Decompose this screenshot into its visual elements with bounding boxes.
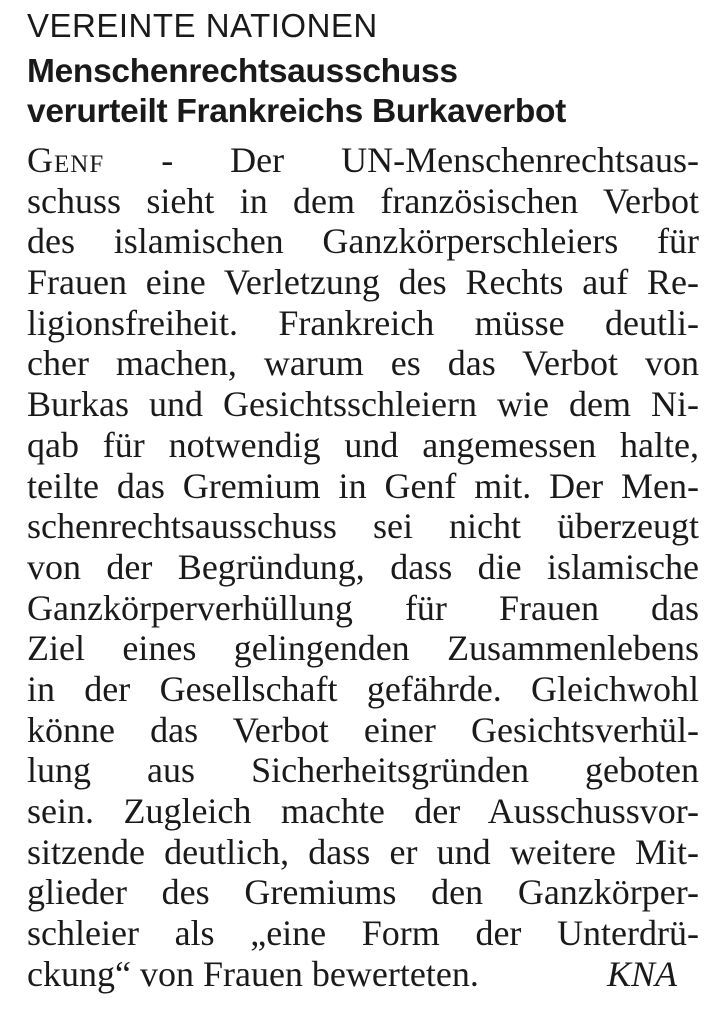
body-line: Burkas und Gesichtsschleiern wie dem Ni- [27, 384, 699, 425]
body-line [27, 140, 699, 181]
body-line: sein. Zugleich machte der Ausschussvor- [27, 791, 699, 831]
headline-line-2: verurteilt Frankreichs Burkaverbot [27, 93, 567, 130]
article-body [27, 140, 699, 994]
body-line: lung aus Sicherheitsgründen geboten [27, 750, 699, 791]
body-line: des islamischen Ganzkörperschleiers für [27, 221, 699, 262]
body-line: schenrechtsausschuss sei nicht überzeugt [27, 506, 699, 547]
body-line: Ganzkörperverhüllung für Frauen das [27, 587, 699, 628]
headline-line-1: Menschenrechtsausschuss [27, 53, 458, 90]
first-line-text: - Der UN-Menschenrechtsaus- [104, 140, 699, 180]
body-line: qab für notwendig und angemessen halte, [27, 424, 699, 465]
body-line: Frauen eine Verletzung des Rechts auf Re- [27, 262, 699, 303]
body-line: Ziel eines gelingenden Zusammenlebens [27, 628, 699, 669]
body-line: glieder des Gremiums den Ganzkörper- [27, 872, 699, 913]
body-line: in der Gesellschaft gefährde. Gleichwohl [27, 668, 699, 709]
body-line: cher machen, warum es das Verbot von [27, 343, 699, 384]
body-line: ligionsfreiheit. Frankreich müsse deutli- [27, 302, 699, 343]
body-line: könne das Verbot einer Gesichtsverhül- [27, 709, 699, 750]
body-line: von der Begründung, dass die islamische [27, 546, 699, 587]
body-line: schleier als „eine Form der Unterdrü- [27, 913, 699, 954]
last-line-text: ckung“ von Frauen bewerteten. [27, 953, 479, 994]
body-line: sitzende deutlich, dass er und weitere Mit- [27, 831, 699, 872]
body-last-line [27, 954, 699, 995]
body-line: schuss sieht in dem französischen Verbot [27, 180, 699, 221]
headline [27, 52, 699, 132]
kicker: VEREINTE NATIONEN [27, 7, 378, 44]
agency-credit: KNA [606, 953, 677, 994]
dateline: Genf [27, 140, 105, 180]
body-line: teilte das Gremium in Genf mit. Der Men- [27, 465, 699, 506]
